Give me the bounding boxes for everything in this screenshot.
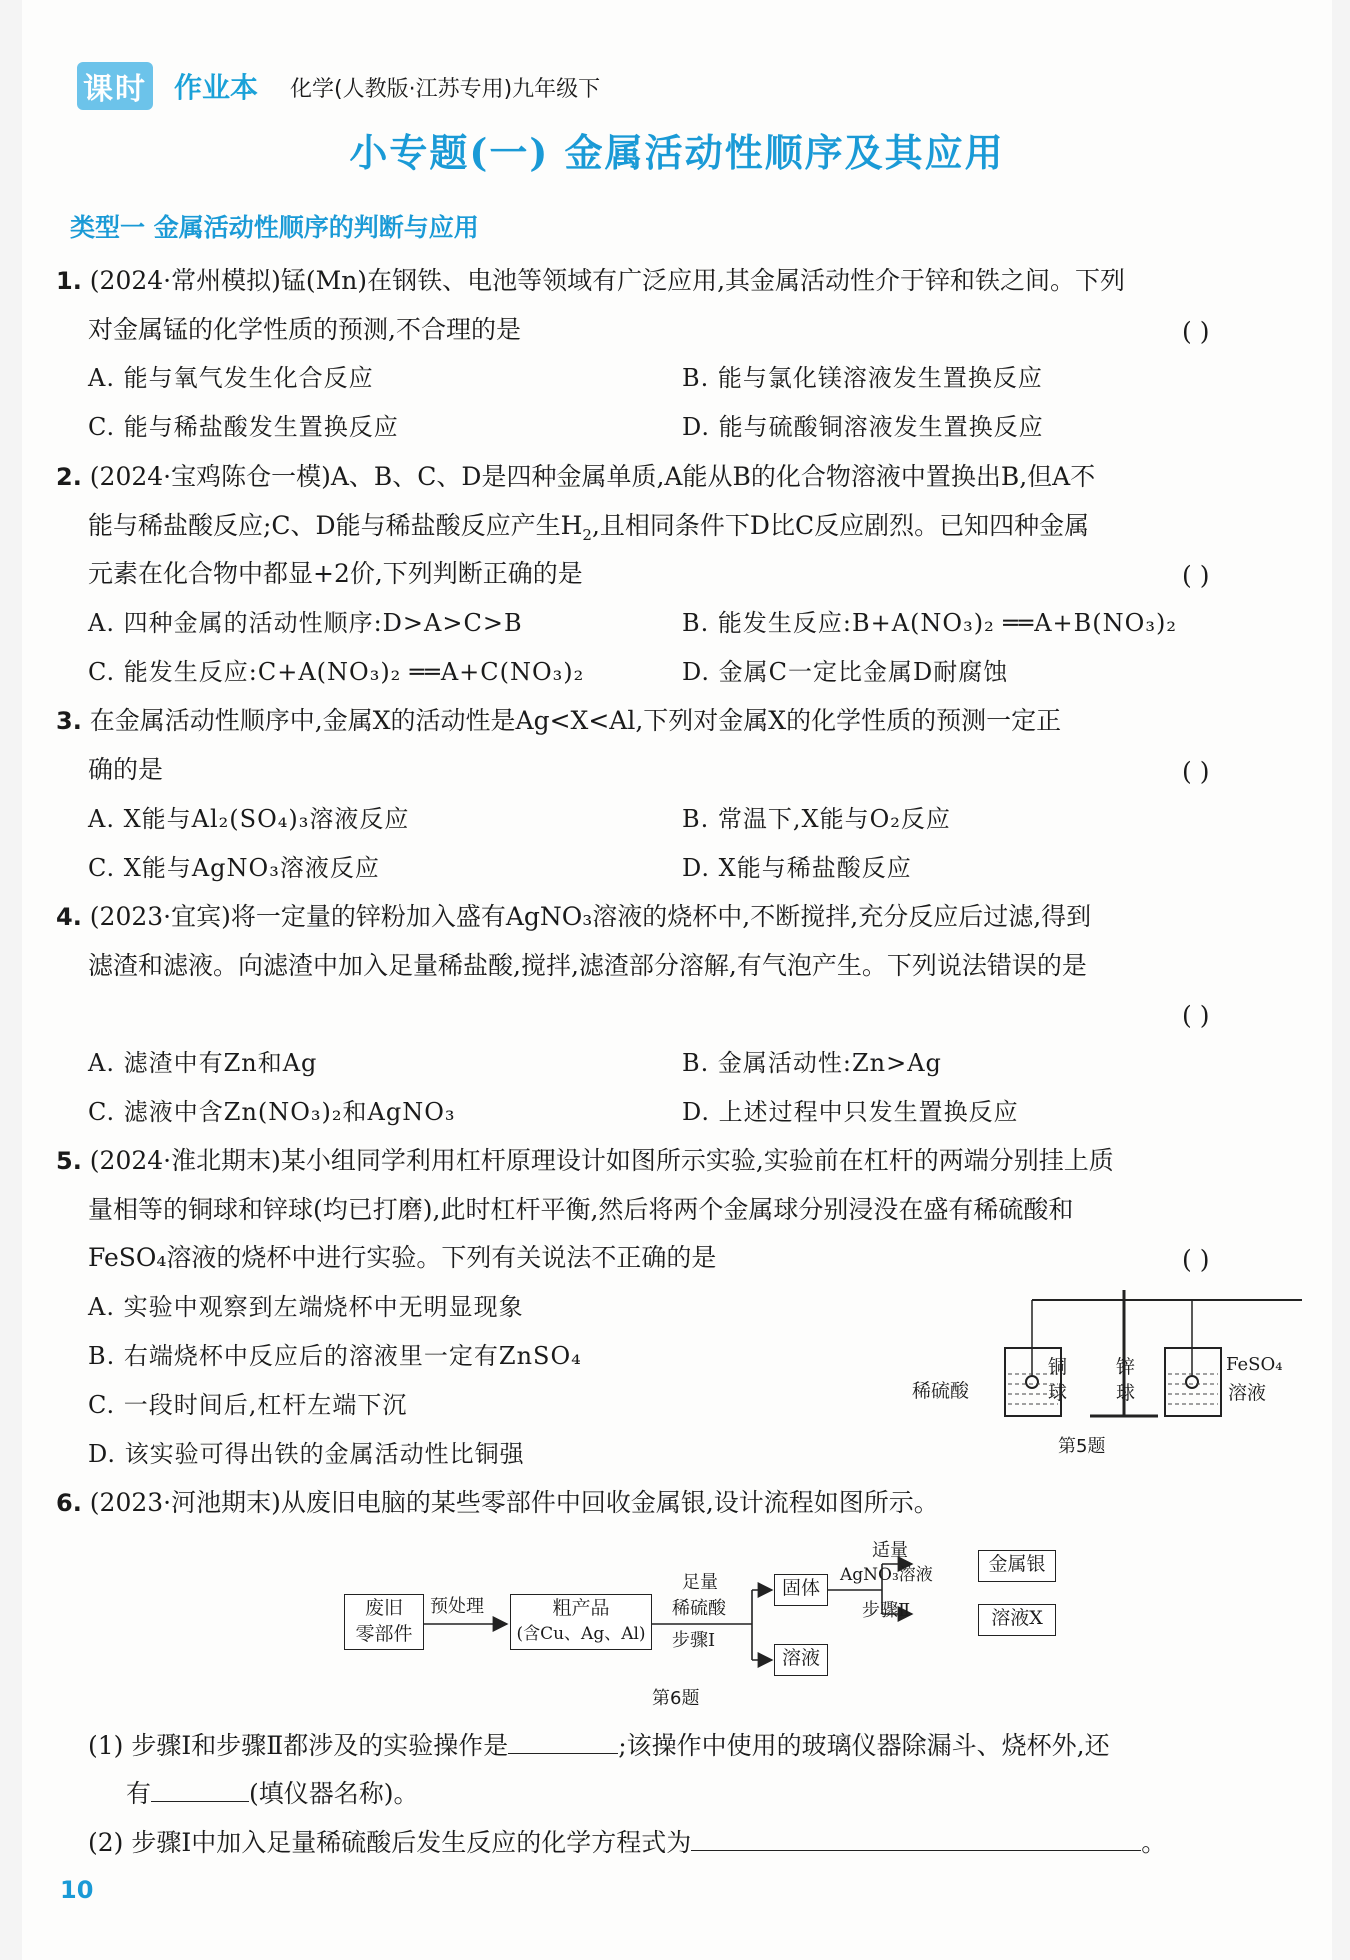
zinc-ball: [1186, 1376, 1198, 1388]
option-b: B. 能与氯化镁溶液发生置换反应: [682, 364, 1043, 392]
pretreatment-label: 预处理: [430, 1596, 484, 1617]
question-text: (2023·宜宾)将一定量的锌粉加入盛有AgNO₃溶液的烧杯中,不断搅拌,充分反应后过滤,得到: [89, 902, 1092, 931]
text: (2) 步骤Ⅰ中加入足量稀硫酸后发生反应的化学方程式为: [88, 1828, 692, 1857]
option-c: C. 能与稀盐酸发生置换反应: [88, 413, 399, 441]
option-c: C. 一段时间后,杠杆左端下沉: [88, 1391, 408, 1419]
sulfuric-acid-label: 稀硫酸: [912, 1380, 970, 1402]
box-text: 粗产品: [552, 1597, 610, 1619]
answer-blank-3[interactable]: [691, 1850, 1141, 1851]
page: [22, 0, 1332, 1960]
answer-parentheses: ( ): [1182, 757, 1210, 786]
answer-parentheses: ( ): [1182, 1245, 1210, 1274]
option-a: A. X能与Al₂(SO₄)₃溶液反应: [88, 805, 410, 833]
option-a: A. 实验中观察到左端烧杯中无明显现象: [88, 1293, 524, 1321]
book-name: 作业本: [174, 71, 259, 104]
question-6-line-1: [56, 1479, 939, 1527]
question-text: (2023·河池期末)从废旧电脑的某些零部件中回收金属银,设计流程如图所示。: [89, 1488, 939, 1517]
option-c: C. X能与AgNO₃溶液反应: [88, 854, 380, 882]
subquestion-1-line-2: [126, 1770, 419, 1818]
question-number: 2.: [56, 463, 82, 491]
step-1-label: 步骤Ⅰ: [672, 1630, 716, 1651]
question-number: 3.: [56, 707, 82, 735]
page-number: 10: [60, 1876, 94, 1904]
answer-blank-1[interactable]: [508, 1753, 618, 1754]
option-a: A. 四种金属的活动性顺序:D>A>C>B: [88, 609, 523, 637]
solid-box: 固体: [774, 1574, 828, 1606]
question-2-line-1: [56, 453, 1095, 501]
solution-box: 溶液: [774, 1644, 828, 1676]
appropriate-amount-label: 适量: [872, 1540, 908, 1561]
question-number: 6.: [56, 1489, 82, 1517]
series-logo: 课时: [77, 62, 153, 110]
question-1-line-1: [56, 257, 1125, 305]
answer-parentheses: ( ): [1182, 561, 1210, 590]
option-d: D. 能与硫酸铜溶液发生置换反应: [682, 413, 1044, 441]
dilute-sulfuric-acid-label: 稀硫酸: [672, 1598, 726, 1619]
question-1-line-2: 对金属锰的化学性质的预测,不合理的是: [88, 315, 521, 344]
text: (1) 步骤Ⅰ和步骤Ⅱ都涉及的实验操作是: [88, 1731, 509, 1760]
metal-silver-box: 金属银: [978, 1550, 1056, 1582]
question-5-line-2: 量相等的铜球和锌球(均已打磨),此时杠杆平衡,然后将两个金属球分别浸没在盛有稀硫酸和: [88, 1195, 1074, 1224]
text: ;该操作中使用的玻璃仪器除漏斗、烧杯外,还: [618, 1731, 1110, 1760]
figure-6-caption: 第6题: [652, 1688, 700, 1709]
box-text: 零部件: [355, 1623, 413, 1645]
zinc-ball-label-1: 锌: [1116, 1356, 1136, 1378]
feso4-label: FeSO₄: [1226, 1354, 1283, 1375]
text: ,且相同条件下D比C反应剧烈。已知四种金属: [591, 511, 1090, 540]
question-4-line-1: [56, 893, 1091, 941]
subject-label: 化学(人教版·江苏专用)九年级下: [290, 77, 601, 102]
section-heading: 类型一 金属活动性顺序的判断与应用: [70, 213, 479, 242]
option-d: D. X能与稀盐酸反应: [682, 854, 912, 882]
question-number: 1.: [56, 267, 82, 295]
silver-nitrate-label: AgNO₃溶液: [840, 1565, 933, 1585]
question-text: (2024·淮北期末)某小组同学利用杠杆原理设计如图所示实验,实验前在杠杆的两端分别挂上质: [89, 1146, 1114, 1175]
text: (填仪器名称)。: [249, 1779, 419, 1808]
page-title: 小专题(一) 金属活动性顺序及其应用: [349, 130, 1005, 175]
option-d: D. 该实验可得出铁的金属活动性比铜强: [88, 1440, 525, 1468]
option-a: A. 滤渣中有Zn和Ag: [88, 1049, 318, 1077]
text: 能与稀盐酸反应;C、D能与稀盐酸反应产生H: [88, 511, 583, 540]
crude-product-box: [510, 1594, 652, 1650]
acid-amount-label: 足量: [682, 1572, 718, 1593]
option-b: B. 右端烧杯中反应后的溶液里一定有ZnSO₄: [88, 1342, 582, 1370]
box-text: 废旧: [364, 1597, 403, 1619]
option-b: B. 能发生反应:B+A(NO₃)₂ ══A+B(NO₃)₂: [682, 609, 1177, 637]
option-c: C. 能发生反应:C+A(NO₃)₂ ══A+C(NO₃)₂: [88, 658, 585, 686]
copper-ball: [1026, 1376, 1038, 1388]
subscript: 2: [582, 526, 592, 544]
text: 。: [1141, 1828, 1167, 1857]
zinc-ball-label-2: 球: [1116, 1382, 1136, 1404]
subquestion-2: [88, 1819, 1166, 1867]
option-b: B. 常温下,X能与O₂反应: [682, 805, 951, 833]
subquestion-1-line-1: [88, 1722, 1110, 1770]
question-2-line-3: 元素在化合物中都显+2价,下列判断正确的是: [88, 559, 583, 588]
question-number: 4.: [56, 903, 82, 931]
option-d: D. 金属C一定比金属D耐腐蚀: [682, 658, 1009, 686]
question-text: (2024·宝鸡陈仓一模)A、B、C、D是四种金属单质,A能从B的化合物溶液中置换出B,但A不: [89, 462, 1096, 491]
copper-ball-label-2: 球: [1048, 1382, 1068, 1404]
question-3-line-1: [56, 697, 1061, 745]
copper-ball-label-1: 铜: [1048, 1356, 1068, 1378]
option-a: A. 能与氧气发生化合反应: [88, 364, 374, 392]
figure-5-caption: 第5题: [1058, 1436, 1106, 1457]
option-c: C. 滤液中含Zn(NO₃)₂和AgNO₃: [88, 1098, 456, 1126]
question-text: (2024·常州模拟)锰(Mn)在钢铁、电池等领域有广泛应用,其金属活动性介于锌和铁之间。下列: [89, 266, 1126, 295]
option-b: B. 金属活动性:Zn>Ag: [682, 1049, 942, 1077]
step-2-label: 步骤Ⅱ: [862, 1600, 911, 1621]
answer-parentheses: ( ): [1182, 317, 1210, 346]
answer-blank-2[interactable]: [151, 1801, 249, 1802]
solution-x-box: 溶液X: [978, 1604, 1056, 1636]
solution-label: 溶液: [1228, 1382, 1267, 1404]
question-3-line-2: 确的是: [88, 755, 164, 784]
question-number: 5.: [56, 1147, 82, 1175]
box-text: (含Cu、Ag、Al): [516, 1624, 646, 1644]
option-d: D. 上述过程中只发生置换反应: [682, 1098, 1019, 1126]
text: 有: [126, 1779, 152, 1808]
question-5-line-3: FeSO₄溶液的烧杯中进行实验。下列有关说法不正确的是: [88, 1243, 717, 1272]
answer-parentheses: ( ): [1182, 1001, 1210, 1030]
question-text: 在金属活动性顺序中,金属X的活动性是Ag<X<Al,下列对金属X的化学性质的预测一定正: [89, 706, 1062, 735]
question-5-line-1: [56, 1137, 1114, 1185]
waste-parts-box: [344, 1594, 424, 1650]
question-4-line-2: 滤渣和滤液。向滤渣中加入足量稀盐酸,搅拌,滤渣部分溶解,有气泡产生。下列说法错误的是: [88, 951, 1087, 980]
